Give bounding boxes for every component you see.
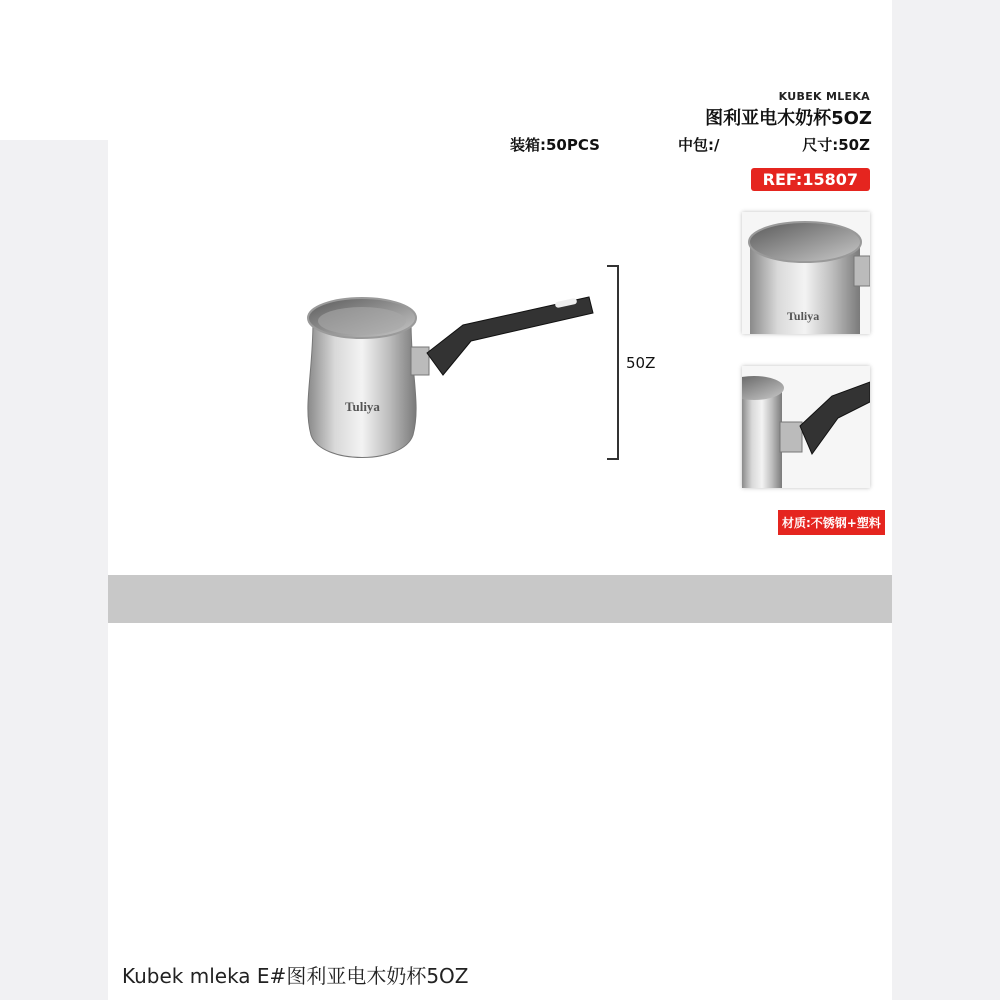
product-caption[interactable]: Kubek mleka E#图利亚电木奶杯5OZ — [122, 964, 469, 988]
packing-spec: 装箱:50PCS — [510, 136, 600, 154]
product-title: 图利亚电木奶杯5OZ — [705, 108, 872, 129]
dimension-marker — [605, 265, 619, 460]
milk-pot-image — [293, 285, 603, 475]
ref-badge: REF:15807 — [751, 168, 870, 191]
product-image-card[interactable] — [108, 0, 892, 575]
material-badge: 材质:不锈钢+塑料 — [778, 510, 885, 535]
pot-closeup-icon — [742, 212, 870, 334]
detail-thumbnail-1[interactable] — [742, 212, 870, 334]
product-brand-line: KUBEK MLEKA — [778, 90, 870, 103]
middle-pack-spec: 中包:/ — [678, 136, 720, 154]
divider-bar — [108, 575, 892, 623]
svg-text:Tuliya: Tuliya — [787, 309, 820, 323]
logo-text: Tuliya — [345, 399, 380, 414]
size-spec: 尺寸:50Z — [802, 136, 870, 154]
dimension-label: 50Z — [626, 354, 656, 372]
detail-thumbnail-2[interactable] — [742, 366, 870, 488]
product-page — [108, 0, 892, 1000]
handle-closeup-icon — [742, 366, 870, 488]
